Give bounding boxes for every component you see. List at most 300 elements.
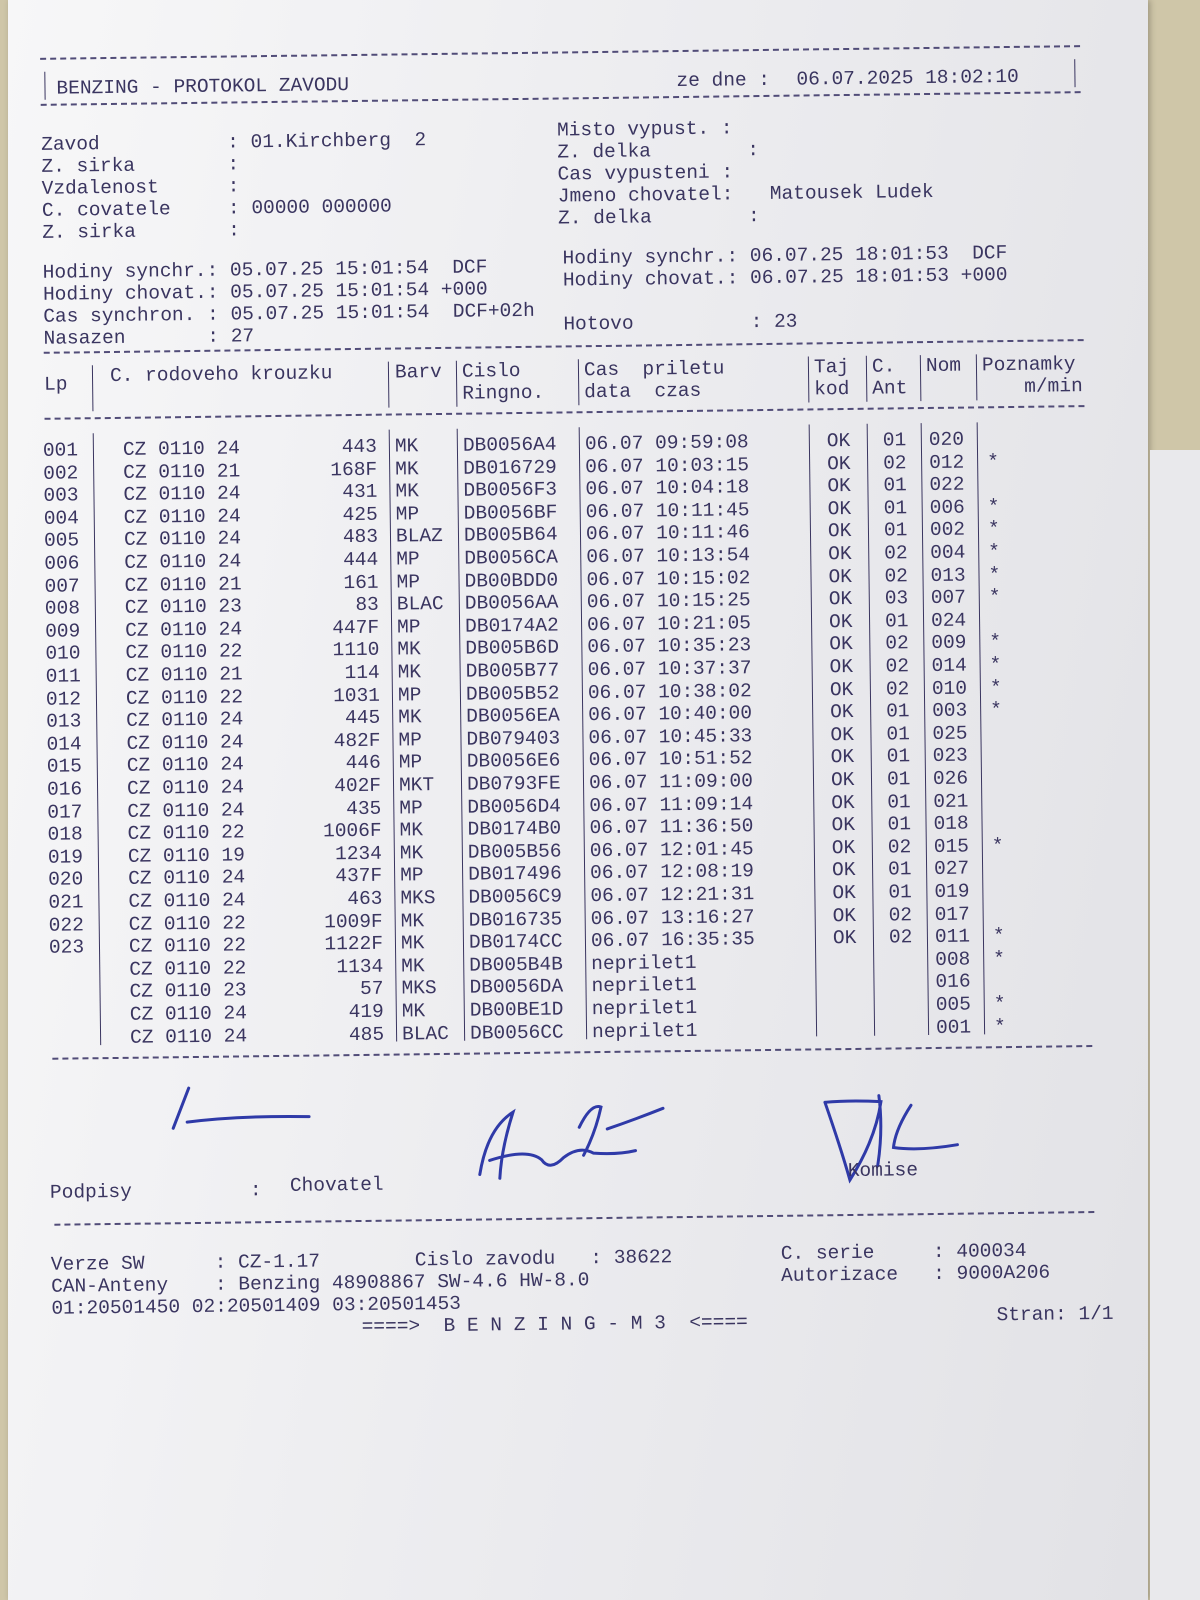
row-ring: CZ 0110 24	[128, 866, 246, 891]
row-antenna: 01	[887, 813, 912, 836]
row-lp: 012	[45, 687, 82, 711]
row-taj-kod: OK	[827, 520, 852, 543]
row-taj-kod: OK	[826, 429, 851, 453]
chovatel-signature	[467, 1096, 668, 1188]
z-sirka-label-2: Z. sirka	[42, 220, 137, 244]
row-taj-kod: OK	[830, 701, 854, 724]
z-sirka-colon: :	[227, 153, 240, 176]
row-ring: CZ 0110 24	[127, 798, 245, 823]
row-cas-priletu: 06.07 12:08:19	[589, 860, 755, 885]
col-cas-priletu: Cas priletu	[583, 357, 725, 382]
col-lp: Lp	[43, 373, 68, 396]
c-serie: C. serie : 400034	[780, 1239, 1027, 1265]
row-cislo: DB0056DA	[469, 975, 564, 1000]
row-taj-kod: OK	[831, 791, 855, 814]
col-data-czas: data czas	[584, 379, 702, 404]
row-number: 431	[342, 480, 378, 504]
row-lp: 006	[44, 552, 80, 575]
row-number: 482F	[333, 729, 381, 753]
row-number: 419	[348, 1000, 384, 1024]
row-mark: *	[990, 699, 1003, 722]
row-number: 437F	[335, 865, 383, 888]
row-mark: *	[993, 947, 1006, 971]
row-lp: 014	[46, 733, 82, 756]
col-m-min: m/min	[1024, 375, 1083, 398]
row-cas-priletu: 06.07 10:13:54	[586, 544, 751, 569]
row-cislo: DB0174A2	[464, 614, 559, 638]
row-cas-priletu: 06.07 10:11:45	[585, 498, 750, 523]
row-taj-kod: OK	[831, 814, 856, 837]
row-lp: 004	[43, 507, 79, 530]
row-ring: CZ 0110 24	[123, 505, 241, 529]
row-lp: 007	[44, 574, 80, 598]
antenna-serials: 01:20501450 02:20501409 03:20501453	[51, 1292, 462, 1320]
row-cas-priletu: 06.07 10:45:33	[588, 724, 753, 749]
row-cislo: DB0056D4	[467, 795, 562, 819]
row-lp: 013	[46, 710, 82, 733]
row-number: 1134	[336, 955, 384, 979]
row-cas-priletu: 06.07 10:38:02	[587, 679, 752, 704]
row-barv: MP	[396, 616, 421, 639]
row-ring: CZ 0110 22	[125, 685, 244, 710]
row-nom: 014	[931, 654, 967, 677]
row-number: 483	[342, 526, 379, 549]
row-number: 161	[343, 571, 379, 594]
col-c: C.	[871, 355, 896, 378]
cislo-zavodu: Cislo zavodu : 38622	[414, 1246, 673, 1272]
row-ring: CZ 0110 22	[128, 911, 246, 936]
row-cislo: DB005B64	[463, 523, 558, 548]
row-number: 435	[346, 797, 382, 820]
row-nom: 001	[935, 1016, 972, 1039]
col-nom: Nom	[925, 354, 962, 378]
row-taj-kod: OK	[829, 655, 854, 679]
row-ring: CZ 0110 24	[129, 1024, 248, 1049]
row-cas-priletu: 06.07 10:15:02	[586, 566, 751, 591]
row-nom: 005	[935, 993, 972, 1016]
report-title: BENZING - PROTOKOL ZAVODU	[56, 74, 350, 100]
row-cislo: DB0174B0	[467, 817, 562, 841]
row-lp: 009	[44, 620, 81, 643]
row-barv: MK	[397, 661, 422, 684]
row-barv: MK	[395, 480, 419, 503]
row-ring: CZ 0110 23	[124, 595, 243, 620]
col-cislo: Cislo	[461, 359, 521, 383]
row-barv: MK	[401, 954, 425, 978]
row-mark: *	[993, 993, 1006, 1016]
row-nom: 015	[933, 835, 970, 858]
row-nom: 002	[929, 518, 966, 542]
covatele-label: C. covatele	[41, 198, 171, 222]
row-mark: *	[987, 495, 1000, 519]
row-nom: 004	[930, 541, 966, 564]
row-ring: CZ 0110 24	[128, 889, 246, 913]
hodiny-synchr-left: Hodiny synchr.: 05.07.25 15:01:54 DCF	[42, 256, 488, 284]
komise-label: Komise	[847, 1159, 919, 1183]
row-cislo: DB0056F3	[463, 478, 558, 502]
row-nom: 006	[929, 496, 965, 519]
row-antenna: 02	[885, 632, 909, 655]
row-nom: 016	[935, 970, 971, 994]
row-number: 83	[355, 593, 379, 617]
row-lp: 008	[44, 597, 81, 620]
row-ring: CZ 0110 23	[129, 979, 247, 1004]
row-taj-kod: OK	[828, 542, 852, 566]
row-cislo: DB0056BF	[463, 501, 558, 525]
row-ring: CZ 0110 24	[124, 618, 243, 642]
row-nom: 010	[931, 677, 968, 700]
row-mark: *	[989, 631, 1002, 654]
row-antenna: 02	[887, 836, 912, 859]
row-antenna: 02	[883, 451, 907, 475]
row-number: 463	[347, 887, 383, 911]
row-number: 114	[344, 661, 380, 685]
row-cas-priletu: 06.07 11:09:00	[588, 770, 753, 795]
nasazen: Nasazen : 27	[43, 325, 255, 350]
row-barv: MK	[397, 638, 421, 661]
row-taj-kod: OK	[827, 452, 851, 475]
row-antenna: 03	[884, 587, 909, 610]
verze-sw: Verze SW : CZ-1.17	[50, 1250, 321, 1276]
hodiny-synchr-right: Hodiny synchr.: 06.07.25 18:01:53 DCF	[562, 242, 1008, 270]
row-cislo: DB005B56	[467, 840, 562, 864]
row-antenna: 02	[885, 677, 910, 701]
row-nom: 018	[933, 812, 969, 836]
row-mark: *	[991, 834, 1004, 858]
hotovo: Hotovo : 23	[563, 310, 798, 336]
row-ring: CZ 0110 24	[129, 1002, 247, 1026]
row-number: 425	[342, 503, 378, 526]
row-cislo: DB005B52	[465, 682, 560, 706]
row-antenna: 01	[886, 745, 911, 768]
row-nom: 020	[928, 428, 965, 451]
col-taj: Taj	[813, 355, 850, 379]
row-ring: CZ 0110 24	[124, 550, 242, 574]
row-nom: 008	[935, 948, 971, 971]
row-antenna: 02	[884, 564, 909, 588]
row-barv: MKS	[401, 977, 437, 1000]
row-barv: MP	[397, 683, 422, 707]
row-antenna: 02	[888, 903, 913, 927]
row-lp: 005	[43, 529, 80, 553]
row-mark: *	[986, 450, 999, 473]
row-cas-priletu: 06.07 10:11:46	[585, 521, 750, 546]
row-number: 168F	[330, 458, 378, 481]
cas-vypusteni-label: Cas vypusteni :	[557, 161, 734, 186]
zavod-value: : 01.Kirchberg 2	[227, 129, 427, 154]
row-lp: 002	[43, 461, 79, 485]
row-nom: 024	[930, 609, 967, 632]
row-taj-kod: OK	[831, 859, 856, 882]
row-barv: MKT	[398, 774, 435, 797]
row-cislo: DB0056EA	[466, 704, 560, 728]
row-barv: MP	[399, 796, 423, 820]
row-number: 1009F	[324, 910, 383, 934]
row-cas-priletu: neprilet1	[591, 1019, 698, 1043]
row-ring: CZ 0110 21	[124, 573, 242, 597]
row-nom: 025	[932, 722, 968, 745]
row-barv: MK	[399, 842, 424, 865]
row-ring: CZ 0110 21	[125, 663, 243, 687]
row-nom: 009	[931, 631, 967, 655]
row-cislo: DB005B77	[465, 659, 560, 683]
row-nom: 012	[928, 451, 965, 474]
row-cas-priletu: 06.07 10:15:25	[586, 589, 751, 614]
benzing-m3-banner: ====> B E N Z I N G - M 3 <====	[361, 1311, 748, 1338]
row-number: 1110	[332, 639, 380, 662]
row-number: 446	[345, 752, 381, 775]
row-lp: 016	[46, 778, 83, 801]
chovatel-initial-signature	[159, 1081, 320, 1143]
row-cas-priletu: 06.07 10:37:37	[587, 657, 752, 682]
autorizace: Autorizace : 9000A206	[780, 1261, 1051, 1287]
row-nom: 026	[932, 767, 969, 790]
row-ring: CZ 0110 24	[126, 753, 244, 778]
row-antenna: 02	[888, 926, 913, 949]
row-cas-priletu: 06.07 12:01:45	[589, 837, 754, 862]
row-lp: 001	[42, 439, 79, 462]
row-lp: 021	[48, 891, 84, 914]
row-lp: 003	[43, 484, 79, 508]
row-barv: MP	[395, 503, 420, 526]
row-lp: 018	[47, 823, 83, 846]
row-lp: 010	[45, 642, 81, 666]
row-antenna: 01	[888, 881, 912, 904]
row-nom: 019	[934, 880, 970, 903]
row-barv: BLAC	[401, 1022, 450, 1046]
row-ring: CZ 0110 24	[126, 776, 245, 800]
podpisy-label: Podpisy	[49, 1180, 133, 1204]
row-mark: *	[993, 1015, 1006, 1038]
row-antenna: 01	[883, 519, 908, 542]
hodiny-chovat-right: Hodiny chovat.: 06.07.25 18:01:53 +000	[562, 264, 1008, 292]
row-lp: 017	[47, 800, 83, 824]
report-date: 06.07.2025 18:02:10	[796, 65, 1019, 91]
row-mark: *	[989, 676, 1002, 699]
hodiny-chovat-left: Hodiny chovat.: 05.07.25 15:01:54 +000	[42, 278, 488, 306]
row-cislo: DB079403	[466, 727, 561, 751]
row-cas-priletu: 06.07 12:21:31	[590, 883, 755, 908]
row-cislo: DB0056CC	[469, 1021, 564, 1045]
row-number: 447F	[332, 616, 380, 640]
row-nom: 021	[933, 790, 969, 813]
col-ant: Ant	[872, 377, 908, 400]
row-cislo: DB0174CC	[468, 930, 563, 954]
row-lp: 011	[45, 665, 81, 688]
row-barv: MP	[398, 729, 423, 752]
row-barv: MK	[398, 706, 422, 729]
col-barv: Barv	[394, 360, 442, 384]
row-mark: *	[988, 541, 1001, 564]
row-mark: *	[988, 586, 1001, 609]
row-cislo: DB0056C9	[468, 885, 563, 909]
row-ring: CZ 0110 19	[127, 844, 246, 868]
row-ring: CZ 0110 24	[126, 708, 244, 733]
row-ring: CZ 0110 21	[123, 460, 241, 484]
podpisy-colon: :	[249, 1179, 262, 1202]
row-cas-priletu: 06.07 09:59:08	[584, 431, 749, 456]
row-antenna: 01	[882, 429, 907, 452]
row-taj-kod: OK	[831, 836, 856, 860]
row-taj-kod: OK	[830, 768, 855, 792]
z-delka-colon: :	[747, 139, 760, 162]
row-cislo: DB0056A4	[462, 433, 557, 457]
row-antenna: 01	[883, 474, 907, 497]
row-cas-priletu: 06.07 10:03:15	[585, 453, 750, 478]
row-number: 443	[341, 435, 378, 459]
jmeno-chovatel-value: Matousek Ludek	[769, 180, 934, 205]
row-nom: 027	[933, 857, 970, 881]
z-sirka-label: Z. sirka	[41, 154, 136, 178]
row-antenna: 01	[887, 858, 912, 881]
row-barv: MP	[400, 864, 424, 887]
row-cislo: DB0056CA	[464, 546, 559, 570]
row-lp: 015	[46, 755, 83, 779]
row-taj-kod: OK	[832, 904, 857, 927]
row-mark: *	[987, 518, 1000, 541]
row-number: 57	[359, 978, 384, 1001]
row-number: 445	[344, 706, 381, 730]
col-ring: C. rodoveho krouzku	[109, 362, 333, 387]
row-cislo: DB005B6D	[465, 636, 560, 661]
row-taj-kod: OK	[828, 610, 853, 634]
row-taj-kod: OK	[829, 678, 854, 701]
date-label: ze dne :	[676, 68, 771, 93]
row-barv: BLAC	[396, 593, 444, 616]
row-ring: CZ 0110 22	[128, 934, 247, 958]
jmeno-chovatel-label: Jmeno chovatel:	[557, 183, 734, 208]
row-barv: MK	[399, 819, 424, 842]
z-delka-colon-2: :	[747, 205, 760, 228]
row-barv: MP	[398, 751, 423, 774]
row-mark: *	[992, 925, 1005, 948]
row-barv: MP	[396, 548, 420, 571]
row-ring: CZ 0110 24	[123, 527, 242, 552]
row-nom: 003	[932, 699, 968, 723]
row-cas-priletu: 06.07 10:51:52	[588, 747, 753, 772]
row-lp: 019	[47, 846, 84, 869]
row-barv: BLAZ	[395, 525, 443, 548]
row-antenna: 01	[886, 723, 910, 746]
row-ring: CZ 0110 22	[127, 821, 245, 846]
row-cas-priletu: neprilet1	[591, 996, 698, 1021]
row-number: 1031	[332, 684, 381, 707]
col-poznamky: Poznamky	[981, 353, 1076, 377]
row-antenna: 01	[884, 610, 909, 633]
row-cislo: DB005B4B	[469, 953, 563, 977]
row-taj-kod: OK	[832, 927, 857, 950]
row-cislo: DB0056E6	[466, 749, 561, 774]
row-nom: 011	[934, 925, 971, 949]
row-barv: MK	[395, 457, 419, 481]
row-cislo: DB0793FE	[466, 772, 561, 796]
row-ring: CZ 0110 24	[123, 482, 241, 507]
row-taj-kod: OK	[830, 746, 855, 769]
row-cas-priletu: 06.07 10:21:05	[586, 611, 752, 636]
paper-underlay	[1150, 450, 1200, 1600]
row-number: 1006F	[322, 819, 382, 843]
row-barv: MP	[396, 570, 421, 594]
row-cas-priletu: 06.07 10:35:23	[587, 634, 752, 659]
row-taj-kod: OK	[832, 881, 856, 905]
row-antenna: 01	[886, 700, 910, 723]
chovatel-label: Chovatel	[289, 1173, 384, 1197]
row-lp: 020	[48, 868, 84, 892]
covatele-value: : 00000 000000	[227, 195, 392, 220]
row-antenna: 01	[887, 790, 911, 814]
row-cislo: DB00BE1D	[469, 998, 564, 1022]
row-barv: MK	[394, 435, 419, 458]
row-cas-priletu: 06.07 16:35:35	[590, 928, 755, 953]
row-cas-priletu: neprilet1	[591, 951, 697, 975]
can-anteny: CAN-Anteny : Benzing 48908867 SW-4.6 HW-8.0	[51, 1269, 590, 1298]
row-mark: *	[988, 563, 1001, 586]
row-cas-priletu: 06.07 10:40:00	[588, 702, 753, 727]
row-taj-kod: OK	[828, 565, 853, 588]
row-number: 1122F	[324, 932, 384, 956]
zavod-label: Zavod	[41, 133, 100, 156]
row-nom: 013	[930, 564, 966, 587]
row-taj-kod: OK	[827, 497, 852, 521]
row-number: 444	[343, 548, 379, 572]
row-ring: CZ 0110 24	[126, 731, 244, 755]
row-number: 1234	[334, 842, 383, 866]
row-antenna: 02	[885, 655, 910, 678]
row-cas-priletu: 06.07 13:16:27	[590, 905, 755, 930]
row-barv: MK	[400, 909, 425, 933]
row-taj-kod: OK	[829, 633, 853, 656]
row-taj-kod: OK	[830, 723, 854, 747]
row-cas-priletu: 06.07 10:04:18	[585, 476, 750, 501]
row-number: 485	[348, 1023, 385, 1046]
row-antenna: 02	[884, 542, 908, 565]
row-cas-priletu: 06.07 11:09:14	[589, 792, 754, 817]
row-ring: CZ 0110 22	[125, 640, 243, 665]
row-nom: 007	[930, 586, 967, 610]
row-mark: *	[989, 654, 1002, 677]
misto-vypust-label: Misto vypust. :	[556, 117, 733, 142]
z-delka-label-2: Z. delka	[557, 206, 652, 230]
row-ring: CZ 0110 22	[129, 957, 247, 981]
page-count: Stran: 1/1	[996, 1302, 1114, 1327]
row-antenna: 01	[883, 497, 908, 520]
row-barv: MKS	[400, 887, 436, 910]
row-cas-priletu: neprilet1	[591, 974, 697, 998]
col-kod: kod	[814, 377, 850, 401]
row-barv: MK	[400, 932, 425, 955]
row-cislo: DB016729	[463, 456, 557, 480]
col-ringno: Ringno.	[462, 381, 545, 405]
vzdalenost-label: Vzdalenost	[41, 176, 159, 200]
row-ring: CZ 0110 24	[122, 437, 241, 461]
z-delka-label: Z. delka	[557, 140, 652, 164]
row-barv: MK	[401, 1000, 426, 1023]
row-cislo: DB0056AA	[464, 591, 559, 615]
z-sirka-colon-2: :	[228, 219, 241, 242]
row-nom: 022	[929, 473, 965, 497]
row-cislo: DB016735	[468, 908, 563, 932]
vzdalenost-colon: :	[227, 175, 240, 198]
row-lp: 023	[48, 936, 85, 959]
cas-synchron: Cas synchron. : 05.07.25 15:01:54 DCF+02h	[43, 299, 535, 328]
row-taj-kod: OK	[827, 475, 851, 498]
row-taj-kod: OK	[828, 588, 853, 611]
row-lp: 022	[48, 913, 84, 937]
row-antenna: 01	[886, 768, 911, 791]
row-nom: 023	[932, 744, 968, 768]
row-cislo: DB00BDD0	[464, 569, 559, 593]
row-number: 402F	[334, 774, 382, 798]
